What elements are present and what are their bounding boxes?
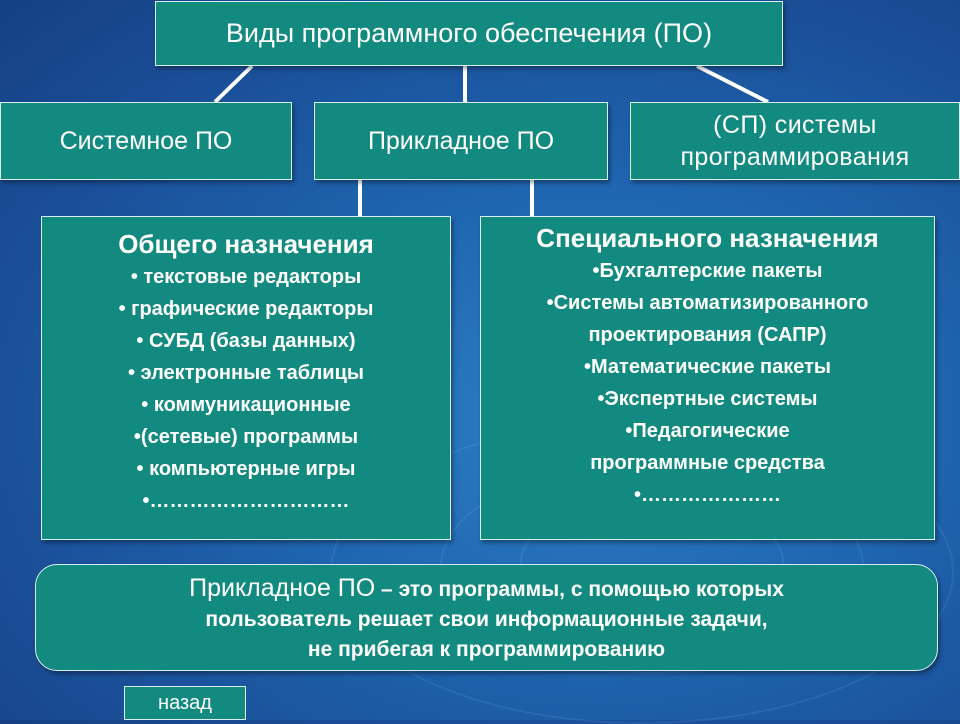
list-item: программные средства <box>590 452 825 474</box>
definition-line-3: не прибегая к программированию <box>307 638 666 661</box>
list-item: • компьютерные игры <box>136 458 356 480</box>
definition-line-2: пользователь решает свои информационные задачи, <box>205 608 768 631</box>
list-item: •………………………… <box>142 490 350 512</box>
list-item: •Математические пакеты <box>584 356 831 378</box>
list-item: •(сетевые) программы <box>133 426 359 448</box>
back-button[interactable] <box>124 686 246 720</box>
list-item: • текстовые редакторы <box>130 266 362 288</box>
category-programming-systems <box>630 102 960 180</box>
general-purpose-heading: Общего назначения <box>118 229 374 259</box>
definition-term: Прикладное ПО <box>189 574 376 602</box>
diagram-title <box>155 1 783 66</box>
special-purpose-box <box>480 216 935 540</box>
list-item: • графические редакторы <box>118 298 374 320</box>
connector-title-system <box>215 66 252 102</box>
list-item: проектирования (САПР) <box>588 324 827 346</box>
category-applied-software <box>314 102 608 180</box>
general-purpose-box <box>41 216 451 540</box>
list-item: •………………… <box>633 484 781 506</box>
connector-title-programming <box>697 66 768 102</box>
list-item: • электронные таблицы <box>128 362 364 384</box>
list-item: •Системы автоматизированного <box>546 292 869 314</box>
category-system-label: Системное ПО <box>59 127 233 155</box>
category-system-software <box>0 102 292 180</box>
list-item: • коммуникационные <box>141 394 351 416</box>
back-button-label: назад <box>158 691 212 714</box>
definition-line1-text: – это программы, с помощью которых <box>375 578 784 601</box>
list-item: •Педагогические <box>625 420 790 442</box>
special-purpose-heading: Специального назначения <box>536 223 879 253</box>
list-item: •Экспертные системы <box>597 388 818 410</box>
category-applied-label: Прикладное ПО <box>367 127 555 155</box>
diagram-title-text: Виды программного обеспечения (ПО) <box>225 18 713 48</box>
category-programming-label-line1: (СП) системы <box>713 111 877 139</box>
definition-box <box>35 564 938 671</box>
list-item: • СУБД (базы данных) <box>136 330 356 352</box>
definition-line-1 <box>36 573 937 605</box>
category-programming-label-line2: программирования <box>680 143 910 171</box>
list-item: •Бухгалтерские пакеты <box>592 260 823 282</box>
